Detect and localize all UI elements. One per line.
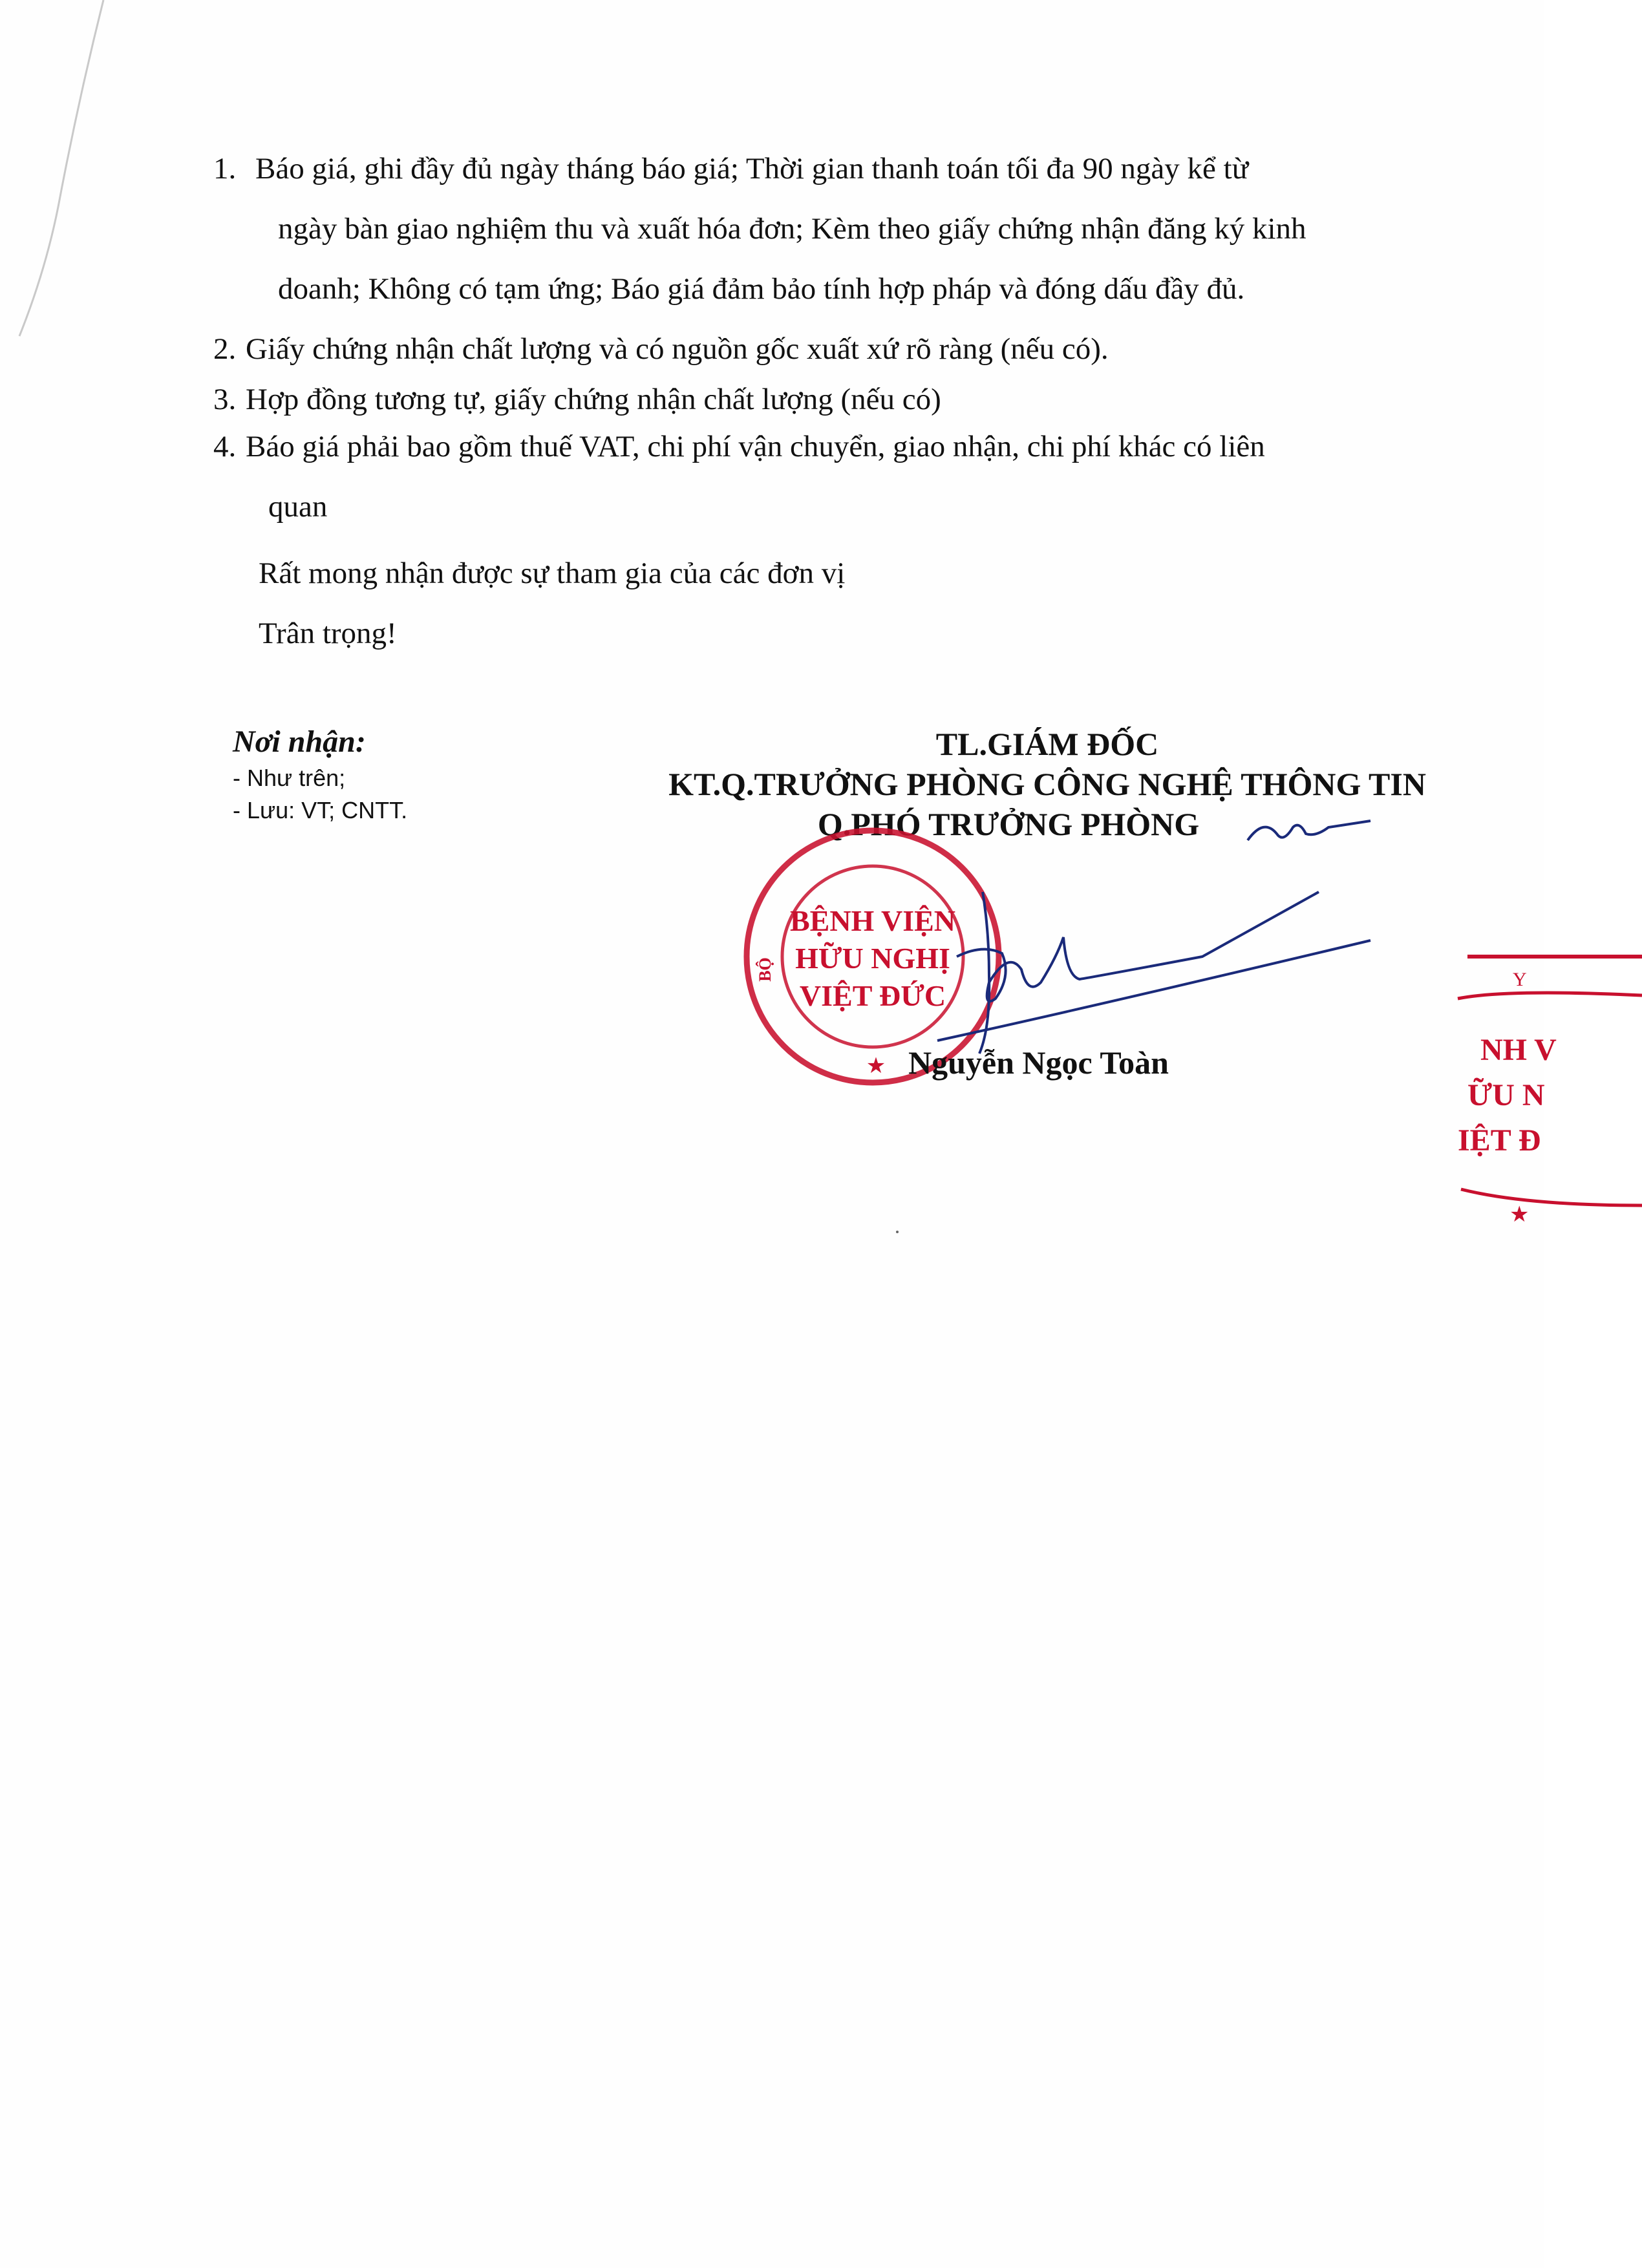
- initials-signature: [1244, 811, 1374, 850]
- list-item: [213, 139, 1442, 319]
- list-text-line: Giấy chứng nhận chất lượng và có nguồn gốc xuất xứ rõ ràng (nếu có).: [246, 332, 1109, 366]
- list-number: 3.: [213, 383, 237, 416]
- recipients: [233, 724, 407, 824]
- recipients-heading: Nơi nhận:: [233, 725, 366, 759]
- stamp-text: VIỆT ĐỨC: [799, 979, 946, 1012]
- partial-stamp-text: IỆT Đ: [1458, 1123, 1541, 1158]
- list-number: 2.: [213, 332, 237, 366]
- closing-regards: Trân trọng!: [259, 617, 397, 650]
- requirements-list: [213, 139, 1442, 537]
- list-text-line: ngày bàn giao nghiệm thu và xuất hóa đơn; Kèm theo giấy chứng nhận đăng ký kinh: [278, 212, 1306, 246]
- list-text-line: quan: [268, 490, 328, 524]
- list-number: 1.: [213, 152, 237, 185]
- signer-name: Nguyễn Ngọc Toàn: [908, 1044, 1169, 1081]
- recipient-line: - Lưu: VT; CNTT.: [233, 797, 408, 823]
- stamp-text: HỮU NGHỊ: [795, 942, 950, 975]
- list-text-line: Báo giá, ghi đầy đủ ngày tháng báo giá; Thời gian thanh toán tối đa 90 ngày kể từ: [255, 152, 1249, 185]
- recipient-line: - Như trên;: [233, 765, 346, 791]
- closing-line: Rất mong nhận được sự tham gia của các đơn vị: [259, 556, 846, 590]
- list-text-line: Hợp đồng tương tự, giấy chứng nhận chất lượng (nếu có): [246, 383, 941, 416]
- list-number: 4.: [213, 430, 237, 463]
- signatory-title: TL.GIÁM ĐỐC: [935, 726, 1159, 762]
- stamp-side-text: BỘ: [756, 957, 774, 982]
- signatory-position: Q.PHÓ TRƯỞNG PHÒNG: [817, 806, 1200, 842]
- stamp-text: BỆNH VIỆN: [789, 904, 956, 937]
- partial-stamp: [1448, 950, 1642, 1235]
- ink-dot: [896, 1231, 899, 1233]
- partial-stamp-text: NH V: [1480, 1033, 1557, 1067]
- signatory-department: KT.Q.TRƯỞNG PHÒNG CÔNG NGHỆ THÔNG TIN: [668, 766, 1426, 802]
- partial-stamp-text: Y: [1513, 969, 1527, 990]
- stamp-star-icon: ★: [1509, 1203, 1530, 1227]
- stamp-star-icon: ★: [866, 1054, 886, 1078]
- list-text-line: Báo giá phải bao gồm thuế VAT, chi phí vận chuyển, giao nhận, chi phí khác có liên: [246, 430, 1265, 463]
- partial-stamp-text: ỮU N: [1467, 1078, 1545, 1112]
- list-text-line: doanh; Không có tạm ứng; Báo giá đảm bảo tính hợp pháp và đóng dấu đầy đủ.: [278, 272, 1245, 306]
- list-item: [213, 417, 1442, 537]
